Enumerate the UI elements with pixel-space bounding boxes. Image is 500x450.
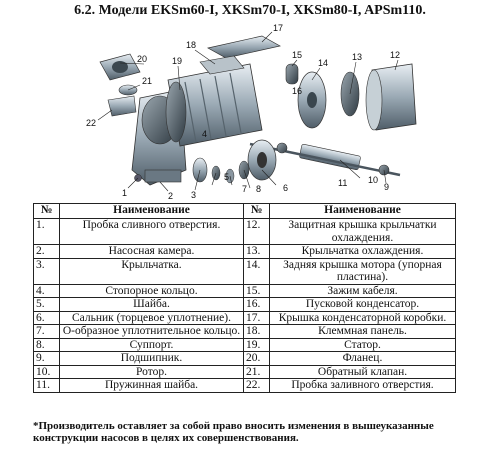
part-name: Пробка заливного отверстия. (270, 379, 456, 393)
table-row (34, 284, 456, 298)
part-name: Защитная крышка крыльчатки охлаждения. (270, 219, 456, 245)
callout-14: 14 (318, 58, 329, 68)
exploded-pump-diagram (0, 20, 500, 200)
callout-19: 19 (172, 56, 183, 66)
part-number: 1. (34, 219, 60, 245)
part-name: Крыльчатка охлаждения. (270, 245, 456, 259)
part-name: Клеммная панель. (270, 325, 456, 339)
callout-18: 18 (186, 40, 197, 50)
part-name: Стопорное кольцо. (60, 284, 244, 298)
callout-5: 5 (224, 172, 230, 182)
callout-1: 1 (122, 188, 128, 198)
callout-6: 6 (283, 183, 289, 193)
column-header-name: Наименование (270, 204, 456, 219)
page-title: 6.2. Модели EKSm60-I, XKSm70-I, XKSm80-I, APSm110. (74, 3, 426, 18)
table-row (34, 245, 456, 259)
impeller-and-seal-parts (193, 158, 249, 183)
support-part (248, 140, 276, 180)
part-name: Обратный клапан. (270, 365, 456, 379)
callout-7: 7 (242, 184, 248, 194)
column-header-number: № (34, 204, 60, 219)
fan-cover-part (366, 64, 416, 130)
column-header-name: Наименование (60, 204, 244, 219)
table-row (34, 338, 456, 352)
part-name: Статор. (270, 338, 456, 352)
callout-8: 8 (256, 184, 262, 194)
callout-3: 3 (191, 190, 197, 200)
callout-4: 4 (202, 129, 208, 139)
part-name: Суппорт. (60, 338, 244, 352)
part-name: Пробка сливного отверстия. (60, 219, 244, 245)
part-name: Пусковой конденсатор. (270, 298, 456, 312)
part-name: Пружинная шайба. (60, 379, 244, 393)
part-number: 2. (34, 245, 60, 259)
filler-plug-part (108, 96, 136, 116)
table-row (34, 258, 456, 284)
part-number: 18. (244, 325, 270, 339)
column-header-number: № (244, 204, 270, 219)
callout-21: 21 (142, 76, 153, 86)
part-name: Сальник (торцевое уплотнение). (60, 311, 244, 325)
part-name: Шайба. (60, 298, 244, 312)
start-capacitor-part (286, 64, 298, 84)
callout-16: 16 (292, 86, 303, 96)
part-number: 16. (244, 298, 270, 312)
part-number: 15. (244, 284, 270, 298)
rear-motor-cover-part (298, 72, 326, 128)
table-row (34, 219, 456, 245)
table-row (34, 379, 456, 393)
part-number: 19. (244, 338, 270, 352)
callout-11: 11 (338, 178, 348, 188)
callout-20: 20 (137, 54, 148, 64)
capacitor-box-cover-part (208, 36, 280, 58)
part-number: 10. (34, 365, 60, 379)
part-number: 6. (34, 311, 60, 325)
part-name: Зажим кабеля. (270, 284, 456, 298)
part-number: 3. (34, 258, 60, 284)
part-number: 21. (244, 365, 270, 379)
table-row (34, 311, 456, 325)
part-name: Фланец. (270, 352, 456, 366)
table-row (34, 352, 456, 366)
table-row (34, 298, 456, 312)
callout-2: 2 (168, 191, 174, 200)
part-number: 8. (34, 338, 60, 352)
part-number: 22. (244, 379, 270, 393)
part-number: 14. (244, 258, 270, 284)
parts-table (33, 203, 456, 393)
part-number: 20. (244, 352, 270, 366)
callout-15: 15 (292, 50, 303, 60)
part-number: 12. (244, 219, 270, 245)
part-number: 5. (34, 298, 60, 312)
part-name: О-образное уплотнительное кольцо. (60, 325, 244, 339)
callout-17: 17 (273, 23, 284, 33)
stator-housing-part (166, 64, 262, 146)
part-name: Ротор. (60, 365, 244, 379)
part-number: 7. (34, 325, 60, 339)
part-number: 9. (34, 352, 60, 366)
callout-10: 10 (368, 175, 379, 185)
part-name: Задняя крышка мотора (упорная пластина). (270, 258, 456, 284)
callout-13: 13 (352, 52, 363, 62)
part-name: Подшипник. (60, 352, 244, 366)
part-number: 11. (34, 379, 60, 393)
part-name: Крышка конденсаторной коробки. (270, 311, 456, 325)
table-header-row (34, 204, 456, 219)
flange-part (100, 54, 140, 80)
table-row (34, 365, 456, 379)
table-row (34, 325, 456, 339)
callout-9: 9 (384, 182, 390, 192)
part-name: Насосная камера. (60, 245, 244, 259)
callout-12: 12 (390, 50, 401, 60)
callout-22: 22 (86, 118, 97, 128)
part-number: 4. (34, 284, 60, 298)
part-name: Крыльчатка. (60, 258, 244, 284)
manufacturer-note: *Производитель оставляет за собой право вносить изменения в вышеуказанные конструкции насосов в целях их совершенствования. (33, 420, 434, 444)
part-number: 13. (244, 245, 270, 259)
part-number: 17. (244, 311, 270, 325)
